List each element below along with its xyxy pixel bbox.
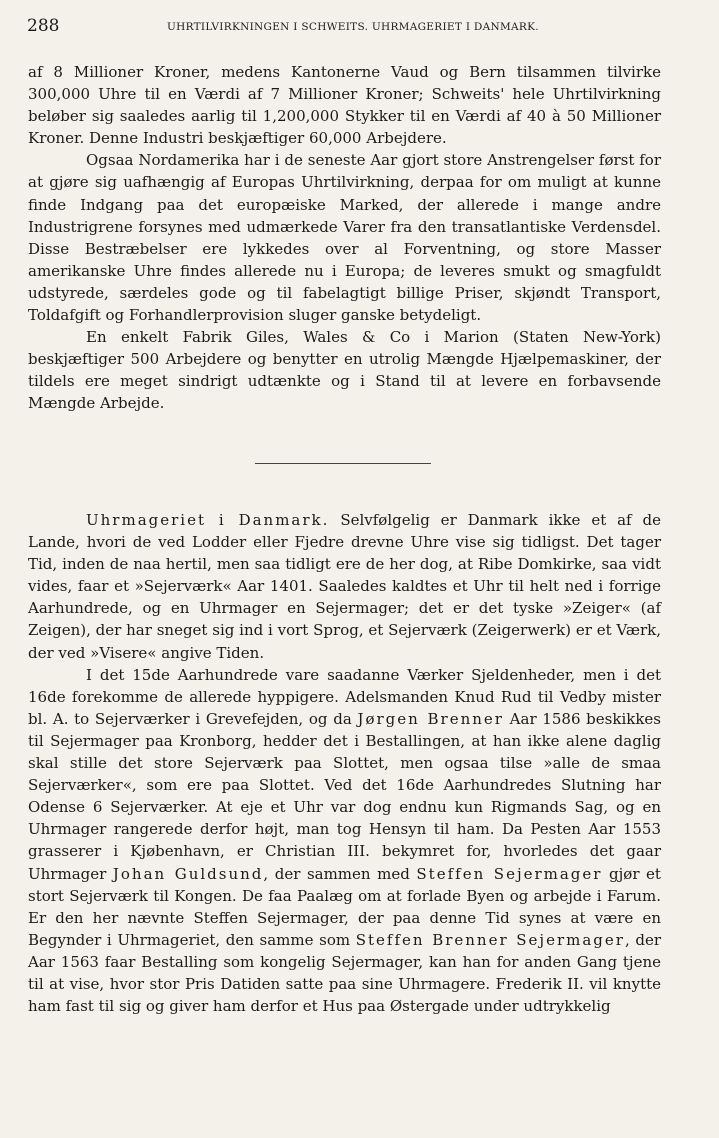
person-name: Jørgen Brenner — [357, 709, 504, 728]
paragraph-text: Aar 1586 beskikkes til Sejermager paa Kronborg, hedder det i Bestallingen, at han ikke alene daglig skal stille det store Sejerværk paa Slottet, men ogsaa tilse »alle de smaa Sejerværker«, som ere paa Slottet. Ved det 16de Aarhundredes Slutning har Odense 6 Sejerværker. At eje et Uhr var dog endnu kun Rigmands Sag, og en Uhrmager rangerede derfor højt, man tog Hensyn til ham. Da Pesten Aar 1553 grasserer i Kjøbenhavn, er Christian III. bekymret for, hvorledes det gaar Uhrmager — [28, 709, 661, 883]
page-header — [27, 14, 663, 40]
section-danmark — [28, 509, 661, 1017]
paragraph-text: , der Aar 1563 faar Bestalling som kongelig Sejermager, kan han for anden Gang tjene til at vise, hvor stor Pris Datiden satte paa sine Uhrmagere. Frederik II. vil knytte ham fast til sig og giver ham derfor et Hus paa Østergade under udtrykkelig — [28, 930, 661, 1016]
paragraph-text: , der sammen med — [263, 864, 410, 883]
paragraph-text: gjør et stort Sejerværk til Kongen. De faa Paalæg om at forlade Byen og arbejde i Farum. Er den her nævnte Steffen Sejermager, der paa denne Tid synes at være en Begynder i Uhrmageriet, den samme som — [28, 864, 661, 949]
paragraph: af 8 Millioner Kroner, medens Kantonerne Vaud og Bern tilsammen tilvirke 300,000 Uhre til en Værdi af 7 Millioner Kroner; Schweits' hele Uhrtilvirkning beløber sig saaledes aarlig til 1,200,000 Stykker til en Værdi af 40 à 50 Millioner Kroner. Denne Industri beskjæftiger 60,000 Arbejdere. — [28, 63, 661, 148]
person-name: Steffen Sejermager — [416, 864, 603, 883]
section-schweits — [28, 61, 661, 415]
paragraph-text: I det 15de Aarhundrede vare saadanne Værker Sjeldenheder, men i det 16de forekomme de allerede hyppigere. Adelsmanden Knud Rud til Vedby mister bl. A. to Sejerværker i Grevefejden, og da — [28, 665, 661, 728]
paragraph: Ogsaa Nordamerika har i de seneste Aar gjort store Anstrengelser først for at gjøre sig uafhængig af Europas Uhrtilvirkning, derpaa for om muligt at kunne finde Indgang paa det europæiske Marked, der allerede i mange andre Industrigrene forsynes med udmærkede Varer fra den transatlantiske Verdensdel. Disse Bestræbelser ere lykkedes over al Forventning, og store Masser amerikanske Uhre findes allerede nu i Europa; de leveres smukt og smagfuldt udstyrede, særdeles gode og til fabelagtigt billige Priser, skjøndt Transport, Toldafgift og Forhandlerprovision sluger ganske betydeligt. — [28, 151, 661, 325]
page-number: 288 — [27, 16, 60, 36]
paragraph — [28, 664, 661, 1018]
running-title: UHRTILVIRKNINGEN I SCHWEITS. UHRMAGERIET I DANMARK. — [167, 21, 539, 33]
paragraph-text: Selvfølgelig er Danmark ikke et af de Lande, hvori de ved Lodder eller Fjedre drevne Uhre vise sig tidligst. Det tager Tid, inden de naa hertil, men saa tidligt ere de her dog, at Ribe Domkirke, saa vidt vides, faar et »Sejerværk« Aar 1401. Saaledes kaldtes et Uhr til helt ned i forrige Aarhundrede, og en Uhrmager en Sejermager; det er det tyske »Zeiger« (af Zeigen), der har sneget sig ind i vort Sprog, et Sejerværk (Zeigerwerk) er et Værk, der ved »Visere« angive Tiden. — [28, 511, 661, 662]
paragraph: En enkelt Fabrik Giles, Wales & Co i Marion (Staten New-York) beskjæftiger 500 Arbejdere og benytter en utrolig Mængde Hjælpemaskiner, der tildels ere meget sindrigt udtænkte og i Stand til at levere en forbavsende Mængde Arbejde. — [28, 328, 661, 413]
person-name: Steffen Brenner Sejermager — [355, 930, 625, 949]
person-name: Johan Guldsund — [112, 864, 264, 883]
section-heading: Uhrmageriet i Danmark. — [86, 511, 330, 529]
paragraph — [28, 509, 661, 664]
section-divider — [255, 463, 431, 464]
